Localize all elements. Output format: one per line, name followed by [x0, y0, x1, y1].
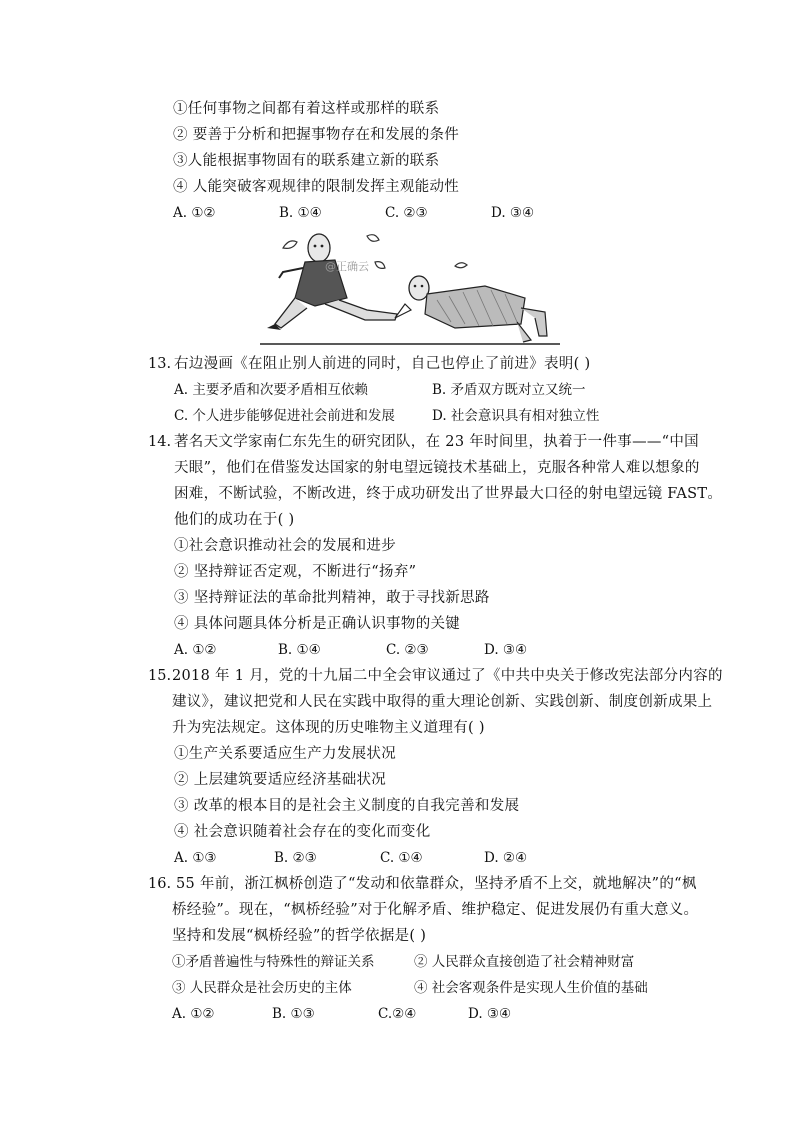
- q13-number: 13.: [148, 356, 172, 372]
- q14-stem-line-1: 著名天文学家南仁东先生的研究团队，在 23 年时间里，执着于一件事——“中国: [174, 434, 699, 450]
- cartoon-illustration: [255, 228, 565, 352]
- q15-option-b[interactable]: B. ②③: [274, 850, 317, 866]
- q14-statement-1: ①社会意识推动社会的发展和进步: [174, 538, 396, 554]
- q15-statement-3: ③ 改革的根本目的是社会主义制度的自我完善和发展: [174, 798, 520, 814]
- q15-statement-1: ①生产关系要适应生产力发展状况: [174, 746, 396, 762]
- q13-option-b[interactable]: B. 矛盾双方既对立又统一: [432, 382, 586, 398]
- q12-options: [173, 203, 623, 223]
- cartoon-watermark: @正确云: [325, 260, 369, 273]
- q16-stem-line-1: 55 年前，浙江枫桥创造了“发动和依靠群众，坚持矛盾不上交，就地解决”的“枫: [176, 876, 697, 892]
- q13-stem: 右边漫画《在阻止别人前进的同时，自己也停止了前进》表明( ): [174, 356, 591, 372]
- q16-stem-line-2: 桥经验”。现在，“枫桥经验”对于化解矛盾、维护稳定、促进发展仍有重大意义。: [172, 902, 699, 918]
- q15-stem-line-3: 升为宪法规定。这体现的历史唯物主义道理有( ): [172, 720, 485, 736]
- q15-stem-line-1: 2018 年 1 月，党的十九届二中全会审议通过了《中共中央关于修改宪法部分内容的: [172, 668, 723, 684]
- q15-options: [174, 848, 624, 868]
- q14-stem-line-3: 困难，不断试验，不断改进，终于成功研发出了世界最大口径的射电望远镜 FAST。: [174, 486, 723, 502]
- q14-number: 14.: [148, 434, 172, 450]
- q12-statement-3: ③人能根据事物固有的联系建立新的联系: [173, 153, 440, 169]
- q15-stem-line-2: 建议》，建议把党和人民在实践中取得的重大理论创新、实践创新、制度创新成果上: [172, 694, 713, 710]
- q15-number: 15.: [148, 668, 172, 684]
- q16-option-a[interactable]: A. ①②: [172, 1006, 215, 1022]
- q15-option-c[interactable]: C. ①④: [380, 850, 423, 866]
- q12-option-b[interactable]: B. ①④: [279, 205, 322, 221]
- q16-options: [172, 1004, 622, 1024]
- q14-option-a[interactable]: A. ①②: [174, 642, 217, 658]
- q14-stem-line-2: 天眼”，他们在借鉴发达国家的射电望远镜技术基础上，克服各种常人难以想象的: [174, 460, 700, 476]
- q16-statements-row-2: [172, 978, 652, 998]
- q16-option-c[interactable]: C.②④: [378, 1006, 417, 1022]
- q12-option-c[interactable]: C. ②③: [385, 205, 428, 221]
- q13-options-row-1: [174, 380, 634, 400]
- q14-option-d[interactable]: D. ③④: [484, 642, 528, 658]
- q14-statement-2: ② 坚持辩证否定观，不断进行“扬弃”: [174, 564, 417, 580]
- q14-option-b[interactable]: B. ①④: [278, 642, 321, 658]
- q13-option-a[interactable]: A. 主要矛盾和次要矛盾相互依赖: [174, 382, 368, 398]
- q16-statement-2: ② 人民群众直接创造了社会精神财富: [414, 954, 635, 970]
- q12-option-d[interactable]: D. ③④: [491, 205, 535, 221]
- q14-statement-3: ③ 坚持辩证法的革命批判精神，敢于寻找新思路: [174, 590, 490, 606]
- q12-statement-2: ② 要善于分析和把握事物存在和发展的条件: [173, 127, 460, 143]
- q16-statement-3: ③ 人民群众是社会历史的主体: [172, 980, 352, 996]
- q14-stem-line-4: 他们的成功在于( ): [174, 512, 295, 528]
- q16-statement-1: ①矛盾普遍性与特殊性的辩证关系: [172, 954, 375, 970]
- q16-statements-row-1: [172, 952, 652, 972]
- q16-statement-4: ④ 社会客观条件是实现人生价值的基础: [414, 980, 648, 996]
- q12-statement-1: ①任何事物之间都有着这样或那样的联系: [173, 101, 440, 117]
- q12-statement-4: ④ 人能突破客观规律的限制发挥主观能动性: [173, 179, 460, 195]
- q16-stem-line-3: 坚持和发展“枫桥经验”的哲学依据是( ): [172, 928, 427, 944]
- q14-statement-4: ④ 具体问题具体分析是正确认识事物的关键: [174, 616, 461, 632]
- q15-option-d[interactable]: D. ②④: [484, 850, 528, 866]
- q15-statement-2: ② 上层建筑要适应经济基础状况: [174, 772, 387, 788]
- q13-option-c[interactable]: C. 个人进步能够促进社会前进和发展: [174, 408, 395, 424]
- q13-options-row-2: [174, 406, 634, 426]
- q16-option-d[interactable]: D. ③④: [468, 1006, 512, 1022]
- q15-option-a[interactable]: A. ①③: [174, 850, 217, 866]
- q13-option-d[interactable]: D. 社会意识具有相对独立性: [432, 408, 600, 424]
- q12-option-a[interactable]: A. ①②: [173, 205, 216, 221]
- q14-option-c[interactable]: C. ②③: [386, 642, 429, 658]
- q15-statement-4: ④ 社会意识随着社会存在的变化而变化: [174, 824, 431, 840]
- q16-option-b[interactable]: B. ①③: [272, 1006, 315, 1022]
- q14-options: [174, 640, 624, 660]
- q16-number: 16.: [148, 876, 172, 892]
